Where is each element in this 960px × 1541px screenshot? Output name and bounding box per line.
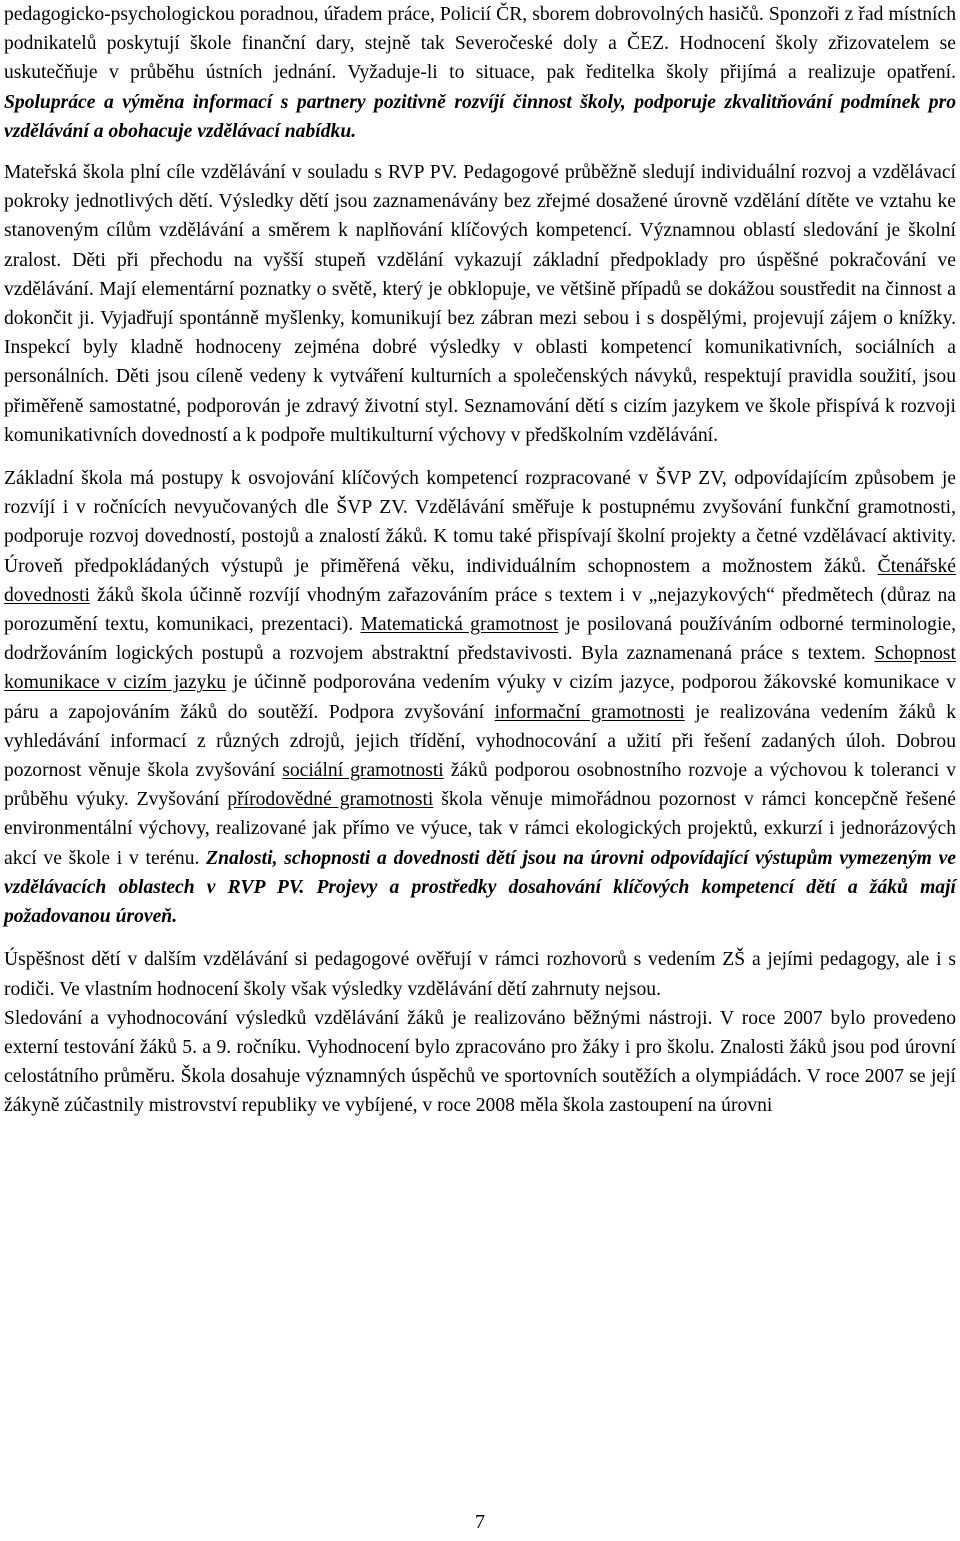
emphasis-text: Znalosti, schopnosti a dovednosti dětí jsou na úrovni odpovídající výstupům vymezeným ve vzdělávacích oblastech v RVP PV. Projevy a prostředky dosahování klíčových kompetencí dětí a žáků mají požadovanou úroveň. <box>4 847 956 928</box>
text-run: Úspěšnost dětí v dalším vzdělávání si pedagogové ověřují v rámci rozhovorů s vedením ZŠ a jejími pedagogy, ale i s rodiči. Ve vlastním hodnocení školy však výsledky vzdělávání dětí zahrnuty nejsou. <box>4 949 956 1000</box>
underlined-term: Schopnost komunikace v cizím jazyku <box>4 643 956 694</box>
paragraph-kindergarten <box>4 158 956 450</box>
text-run: je účinně podporována vedením výuky v cizím jazyce, podporou žákovské komunikace v páru a zapojováním žáků do soutěží. Podpora zvyšování <box>4 672 956 723</box>
text-run: je realizována vedením žáků k vyhledávání informací z různých zdrojů, jejich třídění, vyhodnocování a užití při řešení zadaných úloh. Dobrou pozornost věnuje škola zvyšování <box>4 701 957 782</box>
paragraph-results-monitoring <box>4 1004 956 1121</box>
text-run: je posilovaná používáním odborné terminologie, dodržováním logických postupů a rozvojem abstraktní představivosti. Byla zaznamenaná práce s textem. <box>4 614 956 665</box>
underlined-term: Čtenářské dovednosti <box>4 555 956 606</box>
page-number: 7 <box>475 1511 485 1533</box>
underlined-term: Matematická gramotnost <box>360 614 559 636</box>
text-run: žáků podporou osobnostního rozvoje a výchovou k toleranci v průběhu výuky. Zvyšování <box>4 760 956 811</box>
paragraph-partners <box>4 0 956 146</box>
underlined-term: přírodovědné gramotnosti <box>227 789 434 811</box>
document-page <box>4 0 956 1121</box>
paragraph-further-education <box>4 945 956 1003</box>
text-run: škola věnuje mimořádnou pozornost v rámci koncepčně řešené environmentální výchovy, realizované jak přímo ve výuce, tak v rámci ekologických projektů, exkurzí i jednorázových akcí ve škole i v terénu. <box>4 789 956 869</box>
text-run: pedagogicko-psychologickou poradnou, úřadem práce, Policií ČR, sborem dobrovolných hasičů. Sponzoři z řad místních podnikatelů poskytují škole finanční dary, stejně tak Severočeské doly a ČEZ. Hodnocení školy zřizovatelem se uskutečňuje v průběhu ústních jednání. Vyžaduje-li to situace, pak ředitelka školy přijímá a realizuje opatření. <box>4 4 956 84</box>
text-run: Mateřská škola plní cíle vzdělávání v souladu s RVP PV. Pedagogové průběžně sledují individuální rozvoj a vzdělávací pokroky jednotlivých dětí. Výsledky dětí jsou zaznamenávány bez zřejmé dosažené úrovně vzdělání dítěte ve vztahu ke stanoveným cílům vzdělávání a směrem k naplňování klíčových kompetencí. Významnou oblastí sledování je školní zralost. Děti při přechodu na vyšší stupeň vzdělání vykazují základní předpoklady pro úspěšné pokračování ve vzdělávání. Mají elementární poznatky o světě, který je obklopuje, ve většině případů se dokážou soustředit na činnost a dokončit ji. Vyjadřují spontánně myšlenky, komunikují bez zábran mezi sebou i s dospělými, projevují zájem o knížky. Inspekcí byly kladně hodnoceny zejména dobré výsledky v oblasti kompetencí komunikativních, sociálních a personálních. Děti jsou cíleně vedeny k vytváření kulturních a společenských návyků, respektují pravidla soužití, jsou přiměřeně samostatné, podporován je zdravý životní styl. Seznamování dětí s cizím jazykem ve škole přispívá k rozvoji komunikativních dovedností a k podpoře multikulturní výchovy v předškolním vzdělávání. <box>4 162 956 446</box>
underlined-term: sociální gramotnosti <box>282 760 444 782</box>
paragraph-primary-school <box>4 464 956 931</box>
text-run: žáků škola účinně rozvíjí vhodným zařazováním práce s textem i v „nejazykových“ předmětech (důraz na porozumění textu, komunikaci, prezentaci). <box>4 584 956 636</box>
text-run: Sledování a vyhodnocování výsledků vzdělávání žáků je realizováno běžnými nástroji. V roce 2007 bylo provedeno externí testování žáků 5. a 9. ročníku. Vyhodnocení bylo zpracováno pro žáky i pro školu. Znalosti žáků jsou pod úrovní celostátního průměru. Škola dosahuje významných úspěchů ve sportovních soutěžích a olympiádách. V roce 2007 se její žákyně zúčastnily mistrovství republiky ve vybíjené, v roce 2008 měla škola zastoupení na úrovni <box>4 1007 956 1117</box>
text-run: Základní škola má postupy k osvojování klíčových kompetencí rozpracované v ŠVP ZV, odpovídajícím způsobem je rozvíjí i v ročnících nevyučovaných dle ŠVP ZV. Vzdělávání směřuje k postupnému zvyšování funkční gramotnosti, podporuje rozvoj dovedností, postojů a znalostí žáků. K tomu také přispívají školní projekty a četné vzdělávací aktivity. Úroveň předpokládaných výstupů je přiměřená věku, individuálním schopnostem a možnostem žáků. <box>4 468 956 577</box>
emphasis-text: Spolupráce a výměna informací s partnery pozitivně rozvíjí činnost školy, podporuje zkvalitňování podmínek pro vzdělávání a obohacuje vzdělávací nabídku. <box>4 91 956 142</box>
underlined-term: informační gramotnosti <box>494 701 685 723</box>
